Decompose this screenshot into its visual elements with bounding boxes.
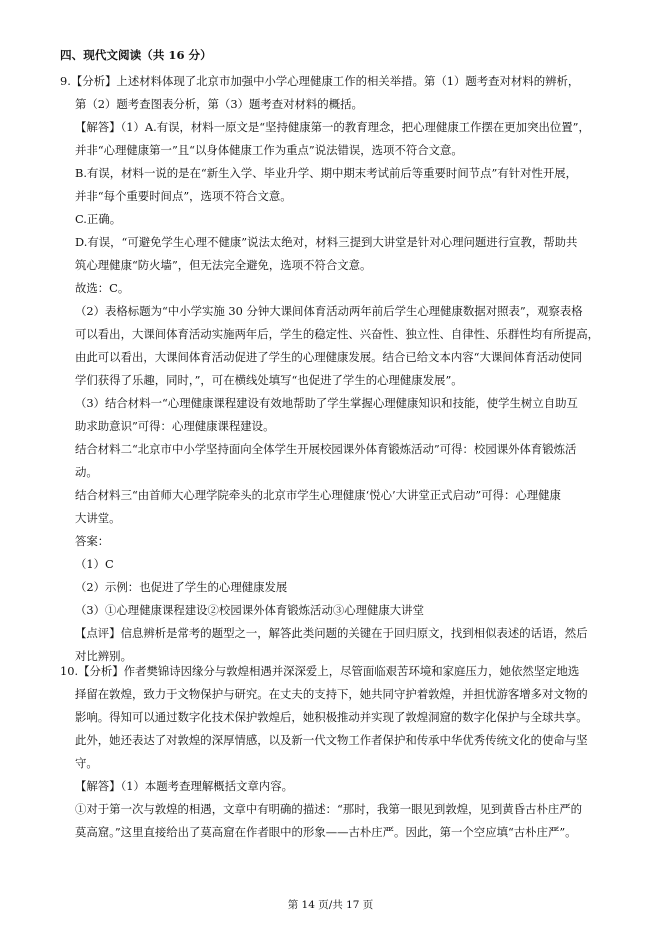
q9-answer-line-5: C.正确。 [75,212,122,226]
q9-key-label: 答案： [75,534,110,548]
q9-answer-line-12: 学们获得了乐趣，同时，”，可在横线处填写“也促进了学生的心理健康发展”。 [75,373,463,387]
q10-analysis-line-5: 守。 [75,756,98,770]
q9-answer-line-11: 由此可以看出，大课间体育活动促进了学生的心理健康发展。结合已给文本内容“大课间体育活动使同 [75,350,583,364]
q10-answer-line-3: 莫高窟。”这里直接给出了莫高窟在作者眼中的形象——古朴庄严。因此，第一个空应填“古朴庄严”。 [75,825,577,839]
q9-answer-line-15: 结合材料二“北京市中小学坚持面向全体学生开展校园课外体育锻炼活动”可得：校园课外体育锻炼活 [75,442,577,456]
q9-answer-line-8: 故选：C。 [75,281,130,295]
q9-answer-line-14: 助求助意识”可得：心理健康课程建设。 [75,419,275,433]
q10-analysis-line-3: 影响。得知可以通过数字化技术保护敦煌后，她积极推动并实现了敦煌洞窟的数字化保护与全球共享。 [75,710,588,724]
q9-key-2: （2）示例：也促进了学生的心理健康发展 [75,580,288,594]
q9-analysis-line-2: 第（2）题考查图表分析，第（3）题考查对材料的概括。 [75,97,363,111]
q10-answer-line-2: ①对于第一次与敦煌的相遇，文章中有明确的描述：“那时，我第一眼见到敦煌，见到黄昏古朴庄严的 [75,802,583,816]
q9-answer-line-4: 并非“每个重要时间点”，选项不符合文意。 [75,189,292,203]
section-heading: 四、现代文阅读（共 16 分） [60,48,212,62]
q9-comment-line-2: 对比辨别。 [75,649,132,663]
q10-answer-line-1: 【解答】（1）本题考查理解概括文章内容。 [75,779,293,793]
q9-answer-line-17: 结合材料三“由首师大心理学院牵头的北京市学生心理健康‘悦心’大讲堂正式启动”可得：心理健康 [75,488,561,502]
q9-answer-line-10: 可以看出，大课间体育活动实施两年后，学生的稳定性、兴奋性、独立性、自律性、乐群性均有所提高， [75,327,599,341]
q9-key-1: （1）C [75,557,114,571]
q9-analysis-line-1: 9.【分析】上述材料体现了北京市加强中小学心理健康工作的相关举措。第（1）题考查对材料的辨析， [60,74,580,88]
q9-answer-line-9: （2）表格标题为“中小学实施 30 分钟大课间体育活动两年前后学生心理健康数据对照表”，观察表格 [75,304,583,318]
q9-answer-line-6: D.有误，“可避免学生心理不健康”说法太绝对，材料三提到大讲堂是针对心理问题进行宣教，帮助共 [75,235,578,249]
q10-analysis-line-2: 择留在敦煌，致力于文物保护与研究。在丈夫的支持下，她共同守护着敦煌，并担忧游客增多对文物的 [75,687,588,701]
q9-key-3: （3）①心理健康课程建设②校园课外体育锻炼活动③心理健康大讲堂 [75,603,424,617]
q9-answer-line-16: 动。 [75,465,98,479]
q9-answer-line-1: 【解答】（1）A.有误，材料一原文是“坚持健康第一的教育理念，把心理健康工作摆在更加突出位置”， [75,120,590,134]
q9-answer-line-3: B.有误，材料一说的是在“新生入学、毕业升学、期中期末考试前后等重要时间节点”有针对性开展， [75,166,578,180]
q9-answer-line-2: 并非“心理健康第一”且“以身体健康工作为重点”说法错误，选项不符合文意。 [75,143,463,157]
q10-analysis-line-1: 10.【分析】作者樊锦诗因缘分与敦煌相遇并深深爱上，尽管面临艰苦环境和家庭压力，她依然坚定地选 [60,664,580,678]
q9-answer-line-18: 大讲堂。 [75,511,121,525]
q9-comment-line-1: 【点评】信息辨析是常考的题型之一，解答此类问题的关键在于回归原文，找到相似表述的话语，然后 [75,626,588,640]
page-footer: 第 14 页/共 17 页 [287,899,374,911]
q9-answer-line-7: 筑心理健康“防火墙”，但无法完全避免，选项不符合文意。 [75,258,372,272]
q9-answer-line-13: （3）结合材料一“心理健康课程建设有效地帮助了学生掌握心理健康知识和技能，使学生树立自助互 [75,396,578,410]
q10-analysis-line-4: 此外，她还表达了对敦煌的深厚情感，以及新一代文物工作者保护和传承中华优秀传统文化的使命与坚 [75,733,588,747]
